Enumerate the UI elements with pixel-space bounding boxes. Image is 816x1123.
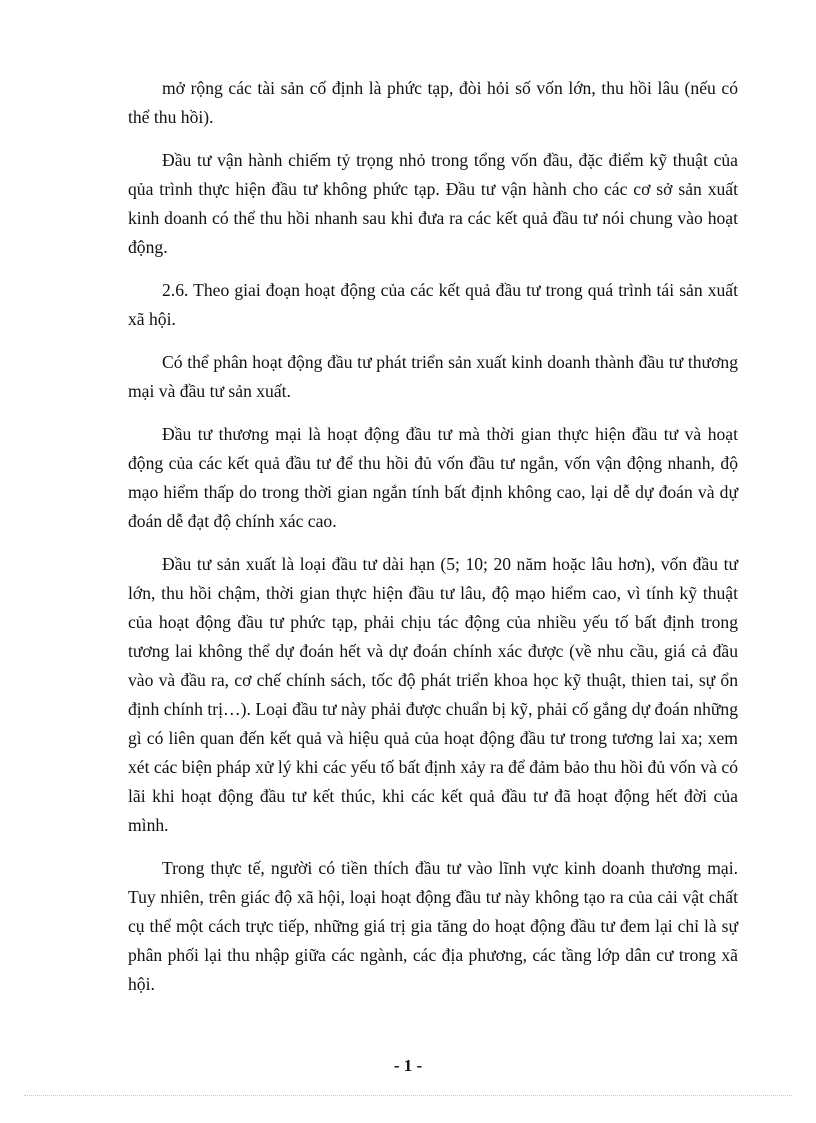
section-heading-2-6: 2.6. Theo giai đoạn hoạt động của các kết quả đầu tư trong quá trình tái sản xuất xã hội. xyxy=(128,280,738,329)
page-body xyxy=(128,74,738,1013)
paragraph-classification: Có thể phân hoạt động đầu tư phát triển sản xuất kinh doanh thành đầu tư thương mại và đầu tư sản xuất. xyxy=(128,352,738,401)
paragraph-continuation: mở rộng các tài sản cố định là phức tạp, đòi hỏi số vốn lớn, thu hồi lâu (nếu có thể thu hồi). xyxy=(128,78,738,127)
bottom-divider xyxy=(24,1095,792,1096)
paragraph-production-investment: Đầu tư sản xuất là loại đầu tư dài hạn (5; 10; 20 năm hoặc lâu hơn), vốn đầu tư lớn, thu hồi chậm, thời gian thực hiện đầu tư lâu, độ mạo hiểm cao, vì tính kỹ thuật của hoạt động đầu tư phức tạp, phải chịu tác động của nhiều yếu tố bất định trong tương lai không thể dự đoán hết và dự đoán chính xác được (về nhu cầu, giá cả đầu vào và đầu ra, cơ chế chính sách, tốc độ phát triển khoa học kỹ thuật, thien tai, sự ổn định chính trị…). Loại đầu tư này phải được chuẩn bị kỹ, phải cố gắng dự đoán những gì có liên quan đến kết quả và hiệu quả của hoạt động đầu tư trong tương lai xa; xem xét các biện pháp xử lý khi các yếu tố bất định xảy ra để đảm bảo thu hồi đủ vốn và có lãi khi hoạt động đầu tư kết thúc, khi các kết quả đầu tư đã hoạt động hết đời của mình. xyxy=(128,554,738,835)
page-number: - 1 - xyxy=(393,1056,423,1075)
paragraph-commercial-investment: Đầu tư thương mại là hoạt động đầu tư mà thời gian thực hiện đầu tư và hoạt động của các kết quả đầu tư để thu hồi đủ vốn đầu tư ngắn, vốn vận động nhanh, độ mạo hiểm thấp do trong thời gian ngắn tính bất định không cao, lại dễ dự đoán và dự đoán dễ đạt độ chính xác cao. xyxy=(128,424,738,531)
paragraph-in-practice: Trong thực tế, người có tiền thích đầu tư vào lĩnh vực kinh doanh thương mại. Tuy nhiên, trên giác độ xã hội, loại hoạt động đầu tư này không tạo ra của cải vật chất cụ thể một cách trực tiếp, những giá trị gia tăng do hoạt động đầu tư đem lại chỉ là sự phân phối lại thu nhập giữa các ngành, các địa phương, các tầng lớp dân cư trong xã hội. xyxy=(128,858,738,994)
paragraph-operating-investment: Đầu tư vận hành chiếm tỷ trọng nhỏ trong tổng vốn đầu, đặc điểm kỹ thuật của qủa trình thực hiện đầu tư không phức tạp. Đầu tư vận hành cho các cơ sở sản xuất kinh doanh có thể thu hồi nhanh sau khi đưa ra các kết quả đầu tư nói chung vào hoạt động. xyxy=(128,150,738,257)
